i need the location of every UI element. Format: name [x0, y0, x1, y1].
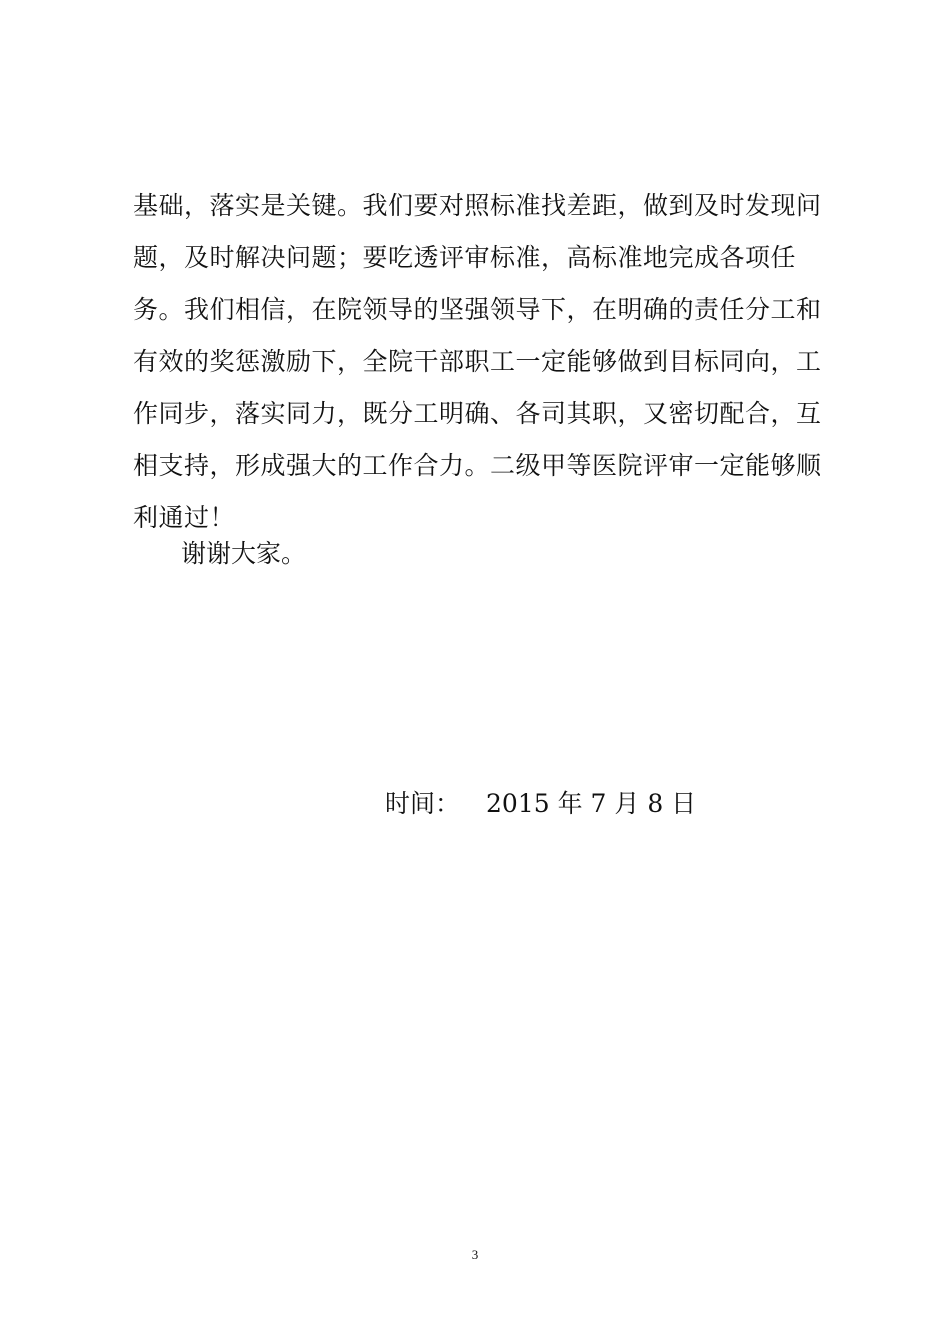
body-paragraph — [133, 180, 833, 544]
page-number: 3 — [471, 1247, 479, 1262]
paragraph-line: 有效的奖惩激励下，全院干部职工一定能够做到目标同向，工 — [133, 347, 822, 376]
paragraph-line: 利通过！ — [133, 503, 236, 532]
paragraph-line: 基础，落实是关键。我们要对照标准找差距，做到及时发现问 — [133, 191, 822, 220]
date-label: 时间： — [385, 789, 461, 818]
paragraph-line: 作同步，落实同力，既分工明确、各司其职，又密切配合，互 — [133, 399, 822, 428]
closing-remark: 谢谢大家。 — [181, 539, 307, 568]
paragraph-line: 题，及时解决问题；要吃透评审标准，高标准地完成各项任 — [133, 243, 797, 272]
paragraph-line: 相支持，形成强大的工作合力。二级甲等医院评审一定能够顺 — [133, 451, 822, 480]
date-line — [385, 778, 696, 830]
date-value: 2015 年 7 月 8 日 — [486, 789, 697, 818]
paragraph-line: 务。我们相信，在院领导的坚强领导下，在明确的责任分工和 — [133, 295, 822, 324]
